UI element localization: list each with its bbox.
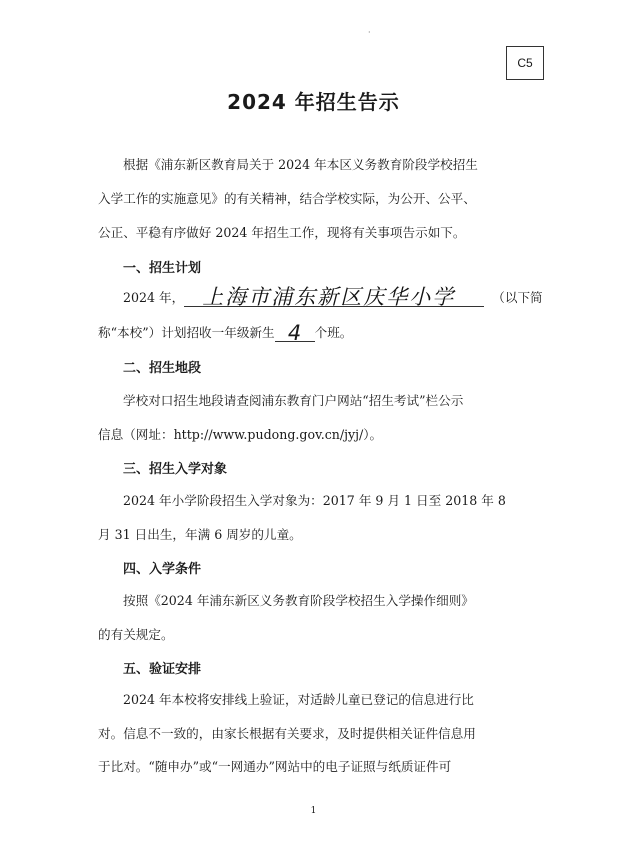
intro-line-3: 公正、平稳有序做好 2024 年招生工作，现将有关事项告示如下。: [98, 225, 466, 240]
section-3-heading: 三、招生入学对象: [123, 462, 228, 477]
section-1-heading: 一、招生计划: [123, 261, 202, 276]
class-count-field: [275, 321, 315, 345]
school-name-handwriting: 上海市浦东新区庆华小学: [202, 285, 456, 309]
section-1-line-1: [123, 285, 569, 309]
section-5-line-1: 2024 年本校将安排线上验证，对适龄儿童已登记的信息进行比: [123, 692, 474, 707]
page-number: 1: [310, 806, 317, 816]
section-5-heading: 五、验证安排: [123, 662, 202, 677]
page-title: 2024 年招生告示: [227, 90, 400, 114]
section-2-line-2: 信息（网址：http://www.pudong.gov.cn/jyj/）。: [98, 427, 383, 442]
school-name-field: [184, 285, 484, 309]
section-3-line-1: 2024 年小学阶段招生入学对象为：2017 年 9 月 1 日至 2018 年 8: [123, 493, 506, 508]
class-count-handwriting: 4: [287, 321, 302, 345]
section-2-line-1: 学校对口招生地段请查阅浦东教育门户网站“招生考试”栏公示: [123, 393, 464, 408]
scan-speck: ·: [368, 28, 371, 37]
document-code-box: C5: [506, 46, 544, 80]
section-3-line-2: 月 31 日出生，年满 6 周岁的儿童。: [98, 527, 302, 542]
section-1-line-2: [98, 321, 544, 345]
section-2-heading: 二、招生地段: [123, 361, 202, 376]
year-suffix: （以下简: [492, 290, 543, 305]
intro-line-2: 入学工作的实施意见》的有关精神，结合学校实际，为公开、公平、: [98, 191, 476, 206]
section-5-line-3: 于比对。“随申办”或“一网通办”网站中的电子证照与纸质证件可: [98, 759, 452, 774]
plan-prefix: 称“本校”）计划招收一年级新生: [98, 325, 275, 340]
plan-suffix: 个班。: [314, 325, 353, 340]
section-5-line-2: 对。信息不一致的，由家长根据有关要求，及时提供相关证件信息用: [98, 726, 476, 741]
section-4-line-1: 按照《2024 年浦东新区义务教育阶段学校招生入学操作细则》: [123, 593, 474, 608]
section-4-line-2: 的有关规定。: [98, 627, 174, 642]
section-4-heading: 四、入学条件: [123, 562, 202, 577]
year-prefix: 2024 年，: [123, 290, 185, 305]
intro-line-1: 根据《浦东新区教育局关于 2024 年本区义务教育阶段学校招生: [123, 157, 478, 172]
